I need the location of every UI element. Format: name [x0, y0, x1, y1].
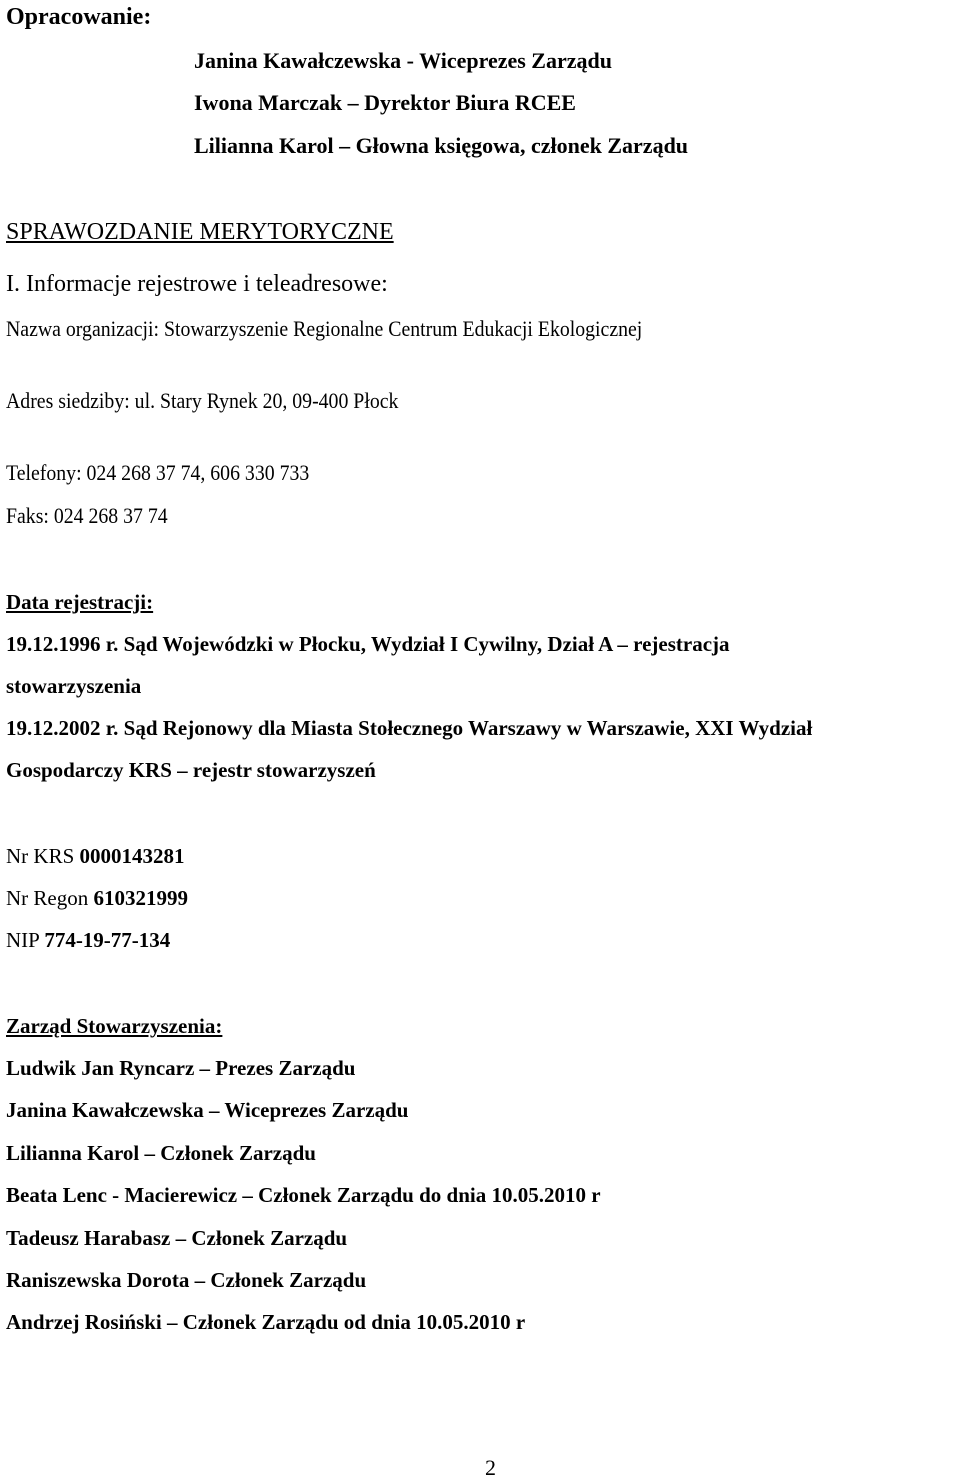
author-line: Janina Kawałczewska - Wiceprezes Zarządu [194, 48, 612, 73]
nip-value: 774-19-77-134 [44, 928, 171, 952]
nip-label: NIP [6, 928, 40, 952]
registration-entry: 19.12.1996 r. Sąd Wojewódzki w Płocku, Wydział I Cywilny, Dział A – rejestracja [6, 632, 730, 656]
registration-heading: Data rejestracji: [6, 590, 154, 614]
krs-row [6, 846, 185, 867]
section-heading: I. Informacje rejestrowe i teleadresowe: [6, 271, 388, 297]
author-line: Iwona Marczak – Dyrektor Biura RCEE [194, 90, 576, 115]
board-member: Beata Lenc - Macierewicz – Członek Zarządu do dnia 10.05.2010 r [6, 1183, 601, 1207]
registration-entry-cont: Gospodarczy KRS – rejestr stowarzyszeń [6, 758, 376, 782]
page-number: 2 [485, 1455, 496, 1480]
phones: Telefony: 024 268 37 74, 606 330 733 [6, 460, 310, 485]
krs-label: Nr KRS [6, 844, 75, 868]
prepared-by-title: Opracowanie: [6, 4, 152, 30]
registration-entry: 19.12.2002 r. Sąd Rejonowy dla Miasta Stołecznego Warszawy w Warszawie, XXI Wydział [6, 716, 813, 740]
report-title: SPRAWOZDANIE MERYTORYCZNE [6, 219, 394, 245]
regon-row [6, 888, 188, 909]
organization-name: Nazwa organizacji: Stowarzyszenie Regionalne Centrum Edukacji Ekologicznej [6, 316, 643, 341]
board-heading: Zarząd Stowarzyszenia: [6, 1014, 223, 1038]
nip-row [6, 930, 170, 951]
address: Adres siedziby: ul. Stary Rynek 20, 09-400 Płock [6, 388, 399, 413]
registration-entry-cont: stowarzyszenia [6, 674, 142, 698]
board-member: Andrzej Rosiński – Członek Zarządu od dnia 10.05.2010 r [6, 1310, 526, 1334]
regon-label: Nr Regon [6, 886, 89, 910]
regon-value: 610321999 [93, 886, 188, 910]
board-member: Janina Kawałczewska – Wiceprezes Zarządu [6, 1098, 409, 1122]
board-member: Lilianna Karol – Członek Zarządu [6, 1141, 316, 1165]
author-line: Lilianna Karol – Głowna księgowa, członek Zarządu [194, 133, 689, 158]
board-member: Ludwik Jan Ryncarz – Prezes Zarządu [6, 1056, 356, 1080]
board-member: Raniszewska Dorota – Członek Zarządu [6, 1268, 367, 1292]
fax: Faks: 024 268 37 74 [6, 503, 168, 528]
board-member: Tadeusz Harabasz – Członek Zarządu [6, 1226, 348, 1250]
krs-value: 0000143281 [79, 844, 185, 868]
